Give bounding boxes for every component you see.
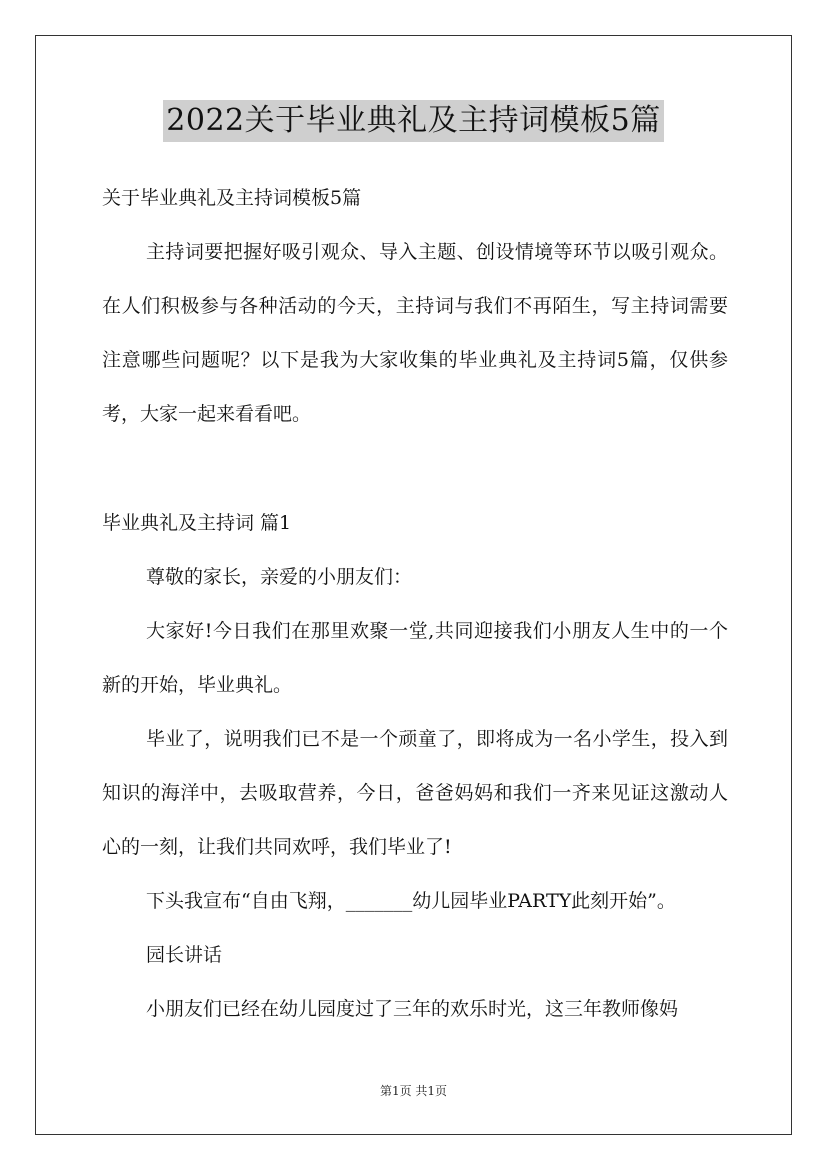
paragraph: 大家好!今日我们在那里欢聚一堂,共同迎接我们小朋友人生中的一个新的开始，毕业典礼。	[102, 620, 728, 696]
paragraph: 下头我宣布“自由飞翔，_______幼儿园毕业PARTY此刻开始”。	[146, 890, 676, 912]
paragraph: 毕业了，说明我们已不是一个顽童了，即将成为一名小学生，投入到知识的海洋中，去吸取营养，今日，爸爸妈妈和我们一齐来见证这激动人心的一刻，让我们共同欢呼，我们毕业了!	[102, 728, 728, 858]
page-number: 第1页 共1页	[379, 1084, 448, 1098]
section-gap	[102, 441, 728, 496]
title-container	[0, 100, 827, 142]
page-footer	[0, 1082, 827, 1099]
subtitle: 关于毕业典礼及主持词模板5篇	[102, 187, 362, 209]
paragraph: 园长讲话	[146, 944, 223, 966]
paragraph: 尊敬的家长，亲爱的小朋友们：	[146, 566, 413, 588]
section-heading: 毕业典礼及主持词 篇1	[102, 512, 292, 534]
intro-paragraph: 主持词要把握好吸引观众、导入主题、创设情境等环节以吸引观众。在人们积极参与各种活动的今天，主持词与我们不再陌生，写主持词需要注意哪些问题呢？以下是我为大家收集的毕业典礼及主持词5篇，仅供参考，大家一起来看看吧。	[102, 241, 728, 425]
document-title: 2022关于毕业典礼及主持词模板5篇	[163, 100, 663, 142]
paragraph: 小朋友们已经在幼儿园度过了三年的欢乐时光，这三年教师像妈	[146, 998, 679, 1020]
document-body	[102, 171, 728, 1036]
